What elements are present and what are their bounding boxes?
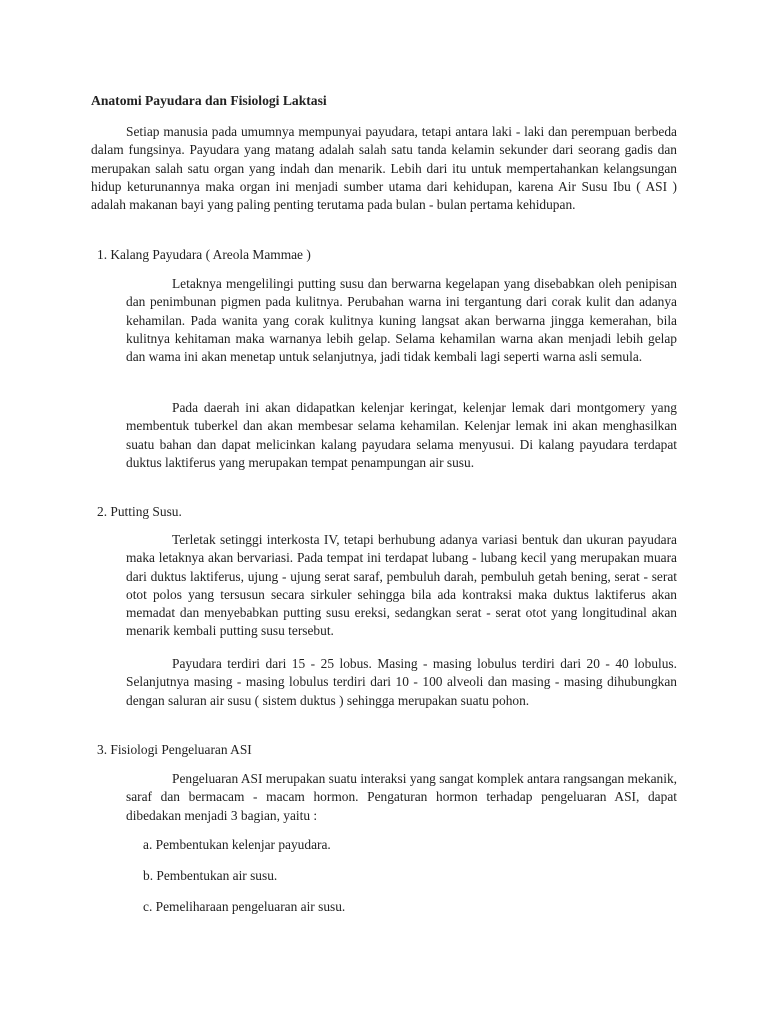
list-item: b. Pembentukan air susu. <box>143 868 278 883</box>
document-title: Anatomi Payudara dan Fisiologi Laktasi <box>91 93 327 108</box>
list-item: c. Pemeliharaan pengeluaran air susu. <box>143 899 346 914</box>
section-1-paragraph-2: Pada daerah ini akan didapatkan kelenjar keringat, kelenjar lemak dari montgomery yang membentuk tuberkel dan akan membesar selama kehamilan. Kelenjar lemak ini akan menghasilkan suatu bahan dan dapat melicinkan kalang payudara selama menyusui. Di kalang payudara terdapat duktus laktiferus yang merupakan tempat penampungan air susu. <box>126 400 677 470</box>
section-heading-putting-susu: 2. Putting Susu. <box>97 504 182 519</box>
section-heading-fisiologi-pengeluaran-asi: 3. Fisiologi Pengeluaran ASI <box>97 742 252 757</box>
intro-paragraph: Setiap manusia pada umumnya mempunyai payudara, tetapi antara laki - laki dan perempuan berbeda dalam fungsinya. Payudara yang matang adalah salah satu tanda kelamin sekunder dari seorang gadis dan merupakan salah satu organ yang indah dan menarik. Lebih dari itu untuk mempertahankan kelangsungan hidup keturunannya maka organ ini menjadi sumber utama dari kehidupan, karena Air Susu Ibu ( ASI ) adalah makanan bayi yang paling penting terutama pada bulan - bulan pertama kehidupan. <box>91 124 677 213</box>
section-2-paragraph-2: Payudara terdiri dari 15 - 25 lobus. Masing - masing lobulus terdiri dari 20 - 40 lobulus. Selanjutnya masing - masing lobulus terdiri dari 10 - 100 alveoli dan masing - masing dihubungkan dengan saluran air susu ( sistem duktus ) sehingga merupakan suatu pohon. <box>126 656 677 708</box>
section-1-paragraph-1: Letaknya mengelilingi putting susu dan berwarna kegelapan yang disebabkan oleh penipisan dan penimbunan pigmen pada kulitnya. Perubahan warna ini tergantung dari corak kulit dan adanya kehamilan. Pada wanita yang corak kulitnya kuning langsat akan berwarna jingga kemerahan, bila kulitnya kehitaman maka warnanya lebih gelap. Selama kehamilan warna akan menjadi lebih gelap dan wama ini akan menetap untuk selanjutnya, jadi tidak kembali lagi seperti warna asli semula. <box>126 276 677 365</box>
section-3-paragraph-1: Pengeluaran ASI merupakan suatu interaksi yang sangat komplek antara rangsangan mekanik, saraf dan bermacam - macam hormon. Pengaturan hormon terhadap pengeluaran ASI, dapat dibedakan menjadi 3 bagian, yaitu : <box>126 771 677 823</box>
list-item: a. Pembentukan kelenjar payudara. <box>143 837 331 852</box>
section-heading-kalang-payudara: 1. Kalang Payudara ( Areola Mammae ) <box>97 247 311 262</box>
section-2-paragraph-1: Terletak setinggi interkosta IV, tetapi berhubung adanya variasi bentuk dan ukuran payudara maka letaknya akan bervariasi. Pada tempat ini terdapat lubang - lubang kecil yang merupakan muara dari duktus laktiferus, ujung - ujung serat saraf, pembuluh darah, pembuluh getah bening, serat - serat otot polos yang tersusun secara sirkuler sehingga bila ada kontraksi maka duktus laktiferus akan memadat dan menyebabkan putting susu ereksi, sedangkan serat - serat otot yang longitudinal akan menarik kembali putting susu tersebut. <box>126 532 677 639</box>
